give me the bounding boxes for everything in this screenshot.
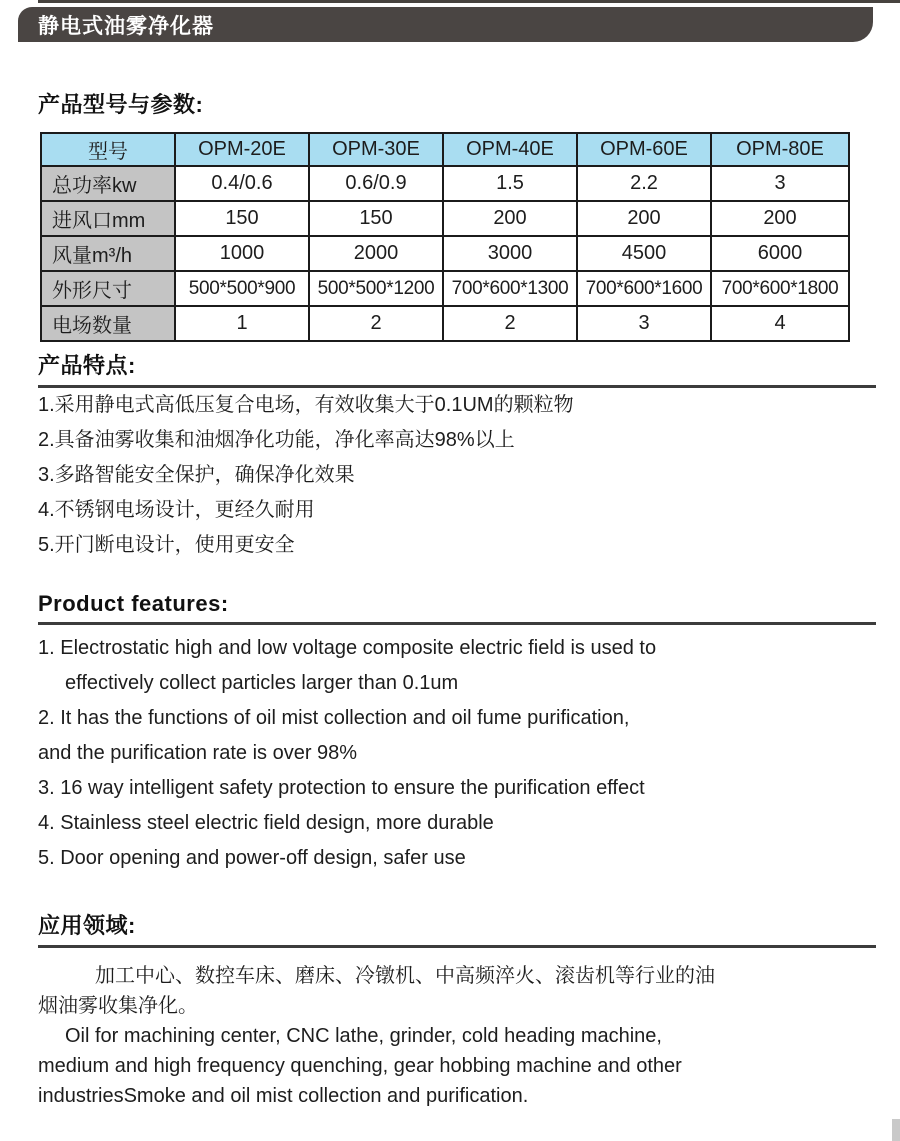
table-value-cell: 6000 — [711, 236, 849, 271]
table-value-cell: 150 — [175, 201, 309, 236]
table-value-cell: 1.5 — [443, 166, 577, 201]
table-value-cell: 0.6/0.9 — [309, 166, 443, 201]
table-value-cell: 200 — [443, 201, 577, 236]
table-row — [41, 166, 849, 201]
table-label-cell: 电场数量 — [41, 306, 175, 341]
application-en-line: medium and high frequency quenching, gear hobbing machine and other — [38, 1055, 682, 1077]
feature-en-line: 1. Electrostatic high and low voltage composite electric field is used to — [38, 637, 657, 659]
table-row — [41, 236, 849, 271]
page-title-bar — [18, 7, 873, 42]
table-value-cell: 700*600*1800 — [711, 271, 849, 306]
table-row — [41, 306, 849, 341]
table-value-cell: 4500 — [577, 236, 711, 271]
table-value-cell: 0.4/0.6 — [175, 166, 309, 201]
table-label-cell: 风量m³/h — [41, 236, 175, 271]
table-header-cell: OPM-80E — [711, 133, 849, 166]
feature-en-line: 2. It has the functions of oil mist collection and oil fume purification, — [38, 707, 630, 729]
table-value-cell: 500*500*900 — [175, 271, 309, 306]
features-cn-list — [38, 388, 878, 563]
application-text — [38, 961, 878, 1111]
table-value-cell: 3 — [577, 306, 711, 341]
table-label-cell: 外形尺寸 — [41, 271, 175, 306]
specs-heading: 产品型号与参数: — [38, 92, 204, 117]
table-value-cell: 700*600*1300 — [443, 271, 577, 306]
features-cn-heading: 产品特点: — [38, 349, 876, 388]
table-row — [41, 201, 849, 236]
table-value-cell: 2000 — [309, 236, 443, 271]
feature-en-line: 5. Door opening and power-off design, safer use — [38, 847, 466, 869]
scrollbar-thumb-fragment — [892, 1119, 900, 1141]
feature-en-line: 3. 16 way intelligent safety protection to ensure the purification effect — [38, 777, 645, 799]
table-row — [41, 271, 849, 306]
table-value-cell: 3 — [711, 166, 849, 201]
feature-en-line: effectively collect particles larger than 0.1um — [65, 672, 459, 694]
feature-cn-item: 4.不锈钢电场设计，更经久耐用 — [38, 499, 315, 521]
application-cn-line: 加工中心、数控车床、磨床、冷镦机、中高频淬火、滚齿机等行业的油 — [95, 965, 715, 987]
feature-cn-item: 5.开门断电设计，使用更安全 — [38, 534, 295, 556]
features-en-heading: Product features: — [38, 591, 876, 625]
feature-cn-item: 2.具备油雾收集和油烟净化功能，净化率高达98%以上 — [38, 429, 515, 451]
table-label-cell: 进风口mm — [41, 201, 175, 236]
table-value-cell: 2.2 — [577, 166, 711, 201]
table-value-cell: 3000 — [443, 236, 577, 271]
table-value-cell: 150 — [309, 201, 443, 236]
table-value-cell: 700*600*1600 — [577, 271, 711, 306]
table-value-cell: 2 — [443, 306, 577, 341]
table-header-cell: 型号 — [41, 133, 175, 166]
application-en-line: Oil for machining center, CNC lathe, grinder, cold heading machine, — [65, 1025, 662, 1047]
table-header-cell: OPM-40E — [443, 133, 577, 166]
table-header-cell: OPM-60E — [577, 133, 711, 166]
feature-cn-item: 3.多路智能安全保护，确保净化效果 — [38, 464, 355, 486]
table-value-cell: 1000 — [175, 236, 309, 271]
table-header-row — [41, 133, 849, 166]
table-value-cell: 200 — [711, 201, 849, 236]
application-cn-line: 烟油雾收集净化。 — [38, 995, 198, 1017]
table-value-cell: 2 — [309, 306, 443, 341]
application-heading: 应用领域: — [38, 909, 876, 948]
table-header-cell: OPM-20E — [175, 133, 309, 166]
application-en-line: industriesSmoke and oil mist collection and purification. — [38, 1085, 529, 1107]
table-label-cell: 总功率kw — [41, 166, 175, 201]
table-value-cell: 500*500*1200 — [309, 271, 443, 306]
table-value-cell: 1 — [175, 306, 309, 341]
table-value-cell: 4 — [711, 306, 849, 341]
feature-en-line: and the purification rate is over 98% — [38, 742, 358, 764]
table-value-cell: 200 — [577, 201, 711, 236]
top-border-line — [38, 0, 900, 3]
feature-en-line: 4. Stainless steel electric field design, more durable — [38, 812, 494, 834]
page-title: 静电式油雾净化器 — [38, 14, 214, 38]
table-header-cell: OPM-30E — [309, 133, 443, 166]
spec-table — [40, 132, 850, 342]
features-en-list — [38, 631, 878, 876]
feature-cn-item: 1.采用静电式高低压复合电场，有效收集大于0.1UM的颗粒物 — [38, 394, 574, 416]
